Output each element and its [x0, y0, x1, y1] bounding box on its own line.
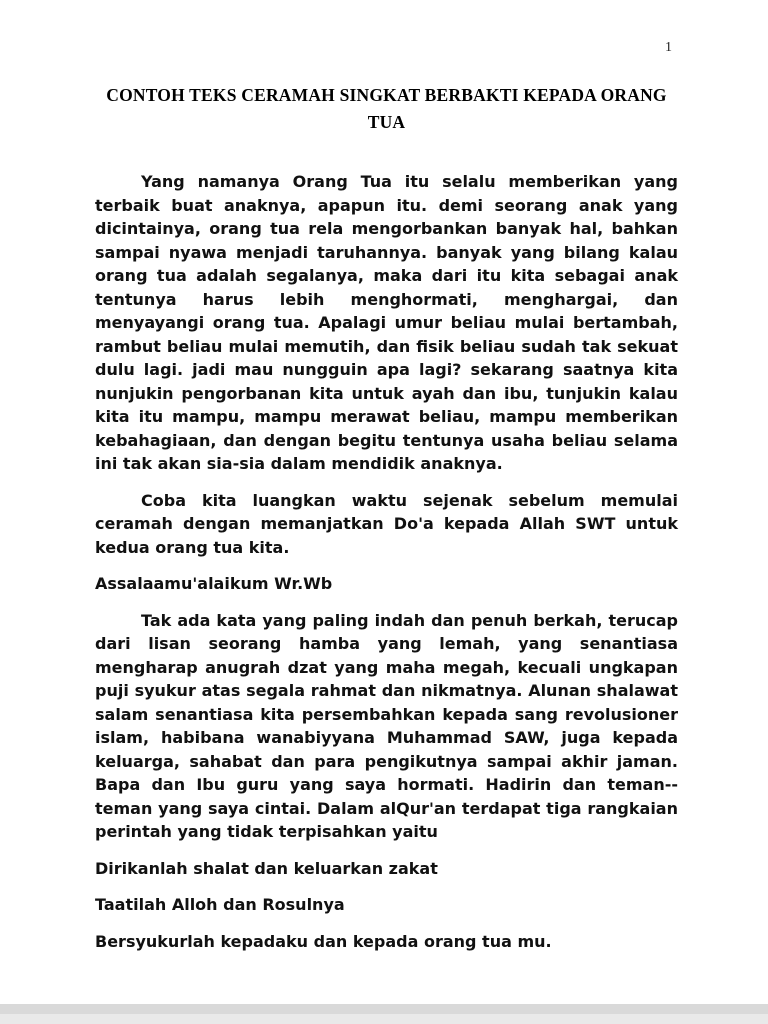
page-bottom-edge	[0, 1004, 768, 1014]
page-number: 1	[665, 40, 672, 55]
paragraph-pembuka: Tak ada kata yang paling indah dan penuh berkah, terucap dari lisan seorang hamba yang lemah, yang senantiasa mengharap anugrah dzat yang maha megah, kecuali ungkapan puji syukur atas segala rahmat dan nikmatnya. Alunan shalawat salam senantiasa kita persembahkan kepada sang revolusioner islam, habibana wanabiyyana Muhammad SAW, juga kepada keluarga, sahabat dan para pengikutnya sampai akhir jaman. Bapa dan Ibu guru yang saya hormati. Hadirin dan teman--teman yang saya cintai. Dalam alQur'an terdapat tiga rangkaian perintah yang tidak terpisahkan yaitu	[95, 610, 678, 841]
paragraph-perintah-3: Bersyukurlah kepadaku dan kepada orang tua mu.	[95, 931, 552, 951]
paragraph-perintah-2: Taatilah Alloh dan Rosulnya	[95, 895, 345, 914]
paragraph-perintah-1: Dirikanlah shalat dan keluarkan zakat	[95, 858, 438, 878]
paragraph-intro: Yang namanya Orang Tua itu selalu memberikan yang terbaik buat anaknya, apapun itu. demi seorang anak yang dicintainya, orang tua rela mengorbankan banyak hal, bahkan sampai nyawa menjadi taruhannya. banyak yang bilang kalau orang tua adalah segalanya, maka dari itu kita sebagai anak tentunya harus lebih menghormati, menghargai, dan menyayangi orang tua. Apalagi umur beliau mulai bertambah, rambut beliau mulai memutih, dan fisik beliau sudah tak sekuat dulu lagi. jadi mau nungguin apa lagi? sekarang saatnya kita nunjukin pengorbanan kita untuk ayah dan ibu, tunjukin kalau kita itu mampu, mampu merawat beliau, mampu memberikan kebahagiaan, dan dengan begitu tentunya usaha beliau selama ini tak akan sia-sia dalam mendidik anaknya.	[95, 172, 678, 473]
paragraph-doa: Coba kita luangkan waktu sejenak sebelum memulai ceramah dengan memanjatkan Do'a kepada Allah SWT untuk kedua orang tua kita.	[95, 490, 678, 557]
document-body	[95, 170, 678, 953]
paragraph-salam: Assalaamu'alaikum Wr.Wb	[95, 574, 333, 593]
document-title: CONTOH TEKS CERAMAH SINGKAT BERBAKTI KEPADA ORANG TUA	[106, 85, 667, 132]
